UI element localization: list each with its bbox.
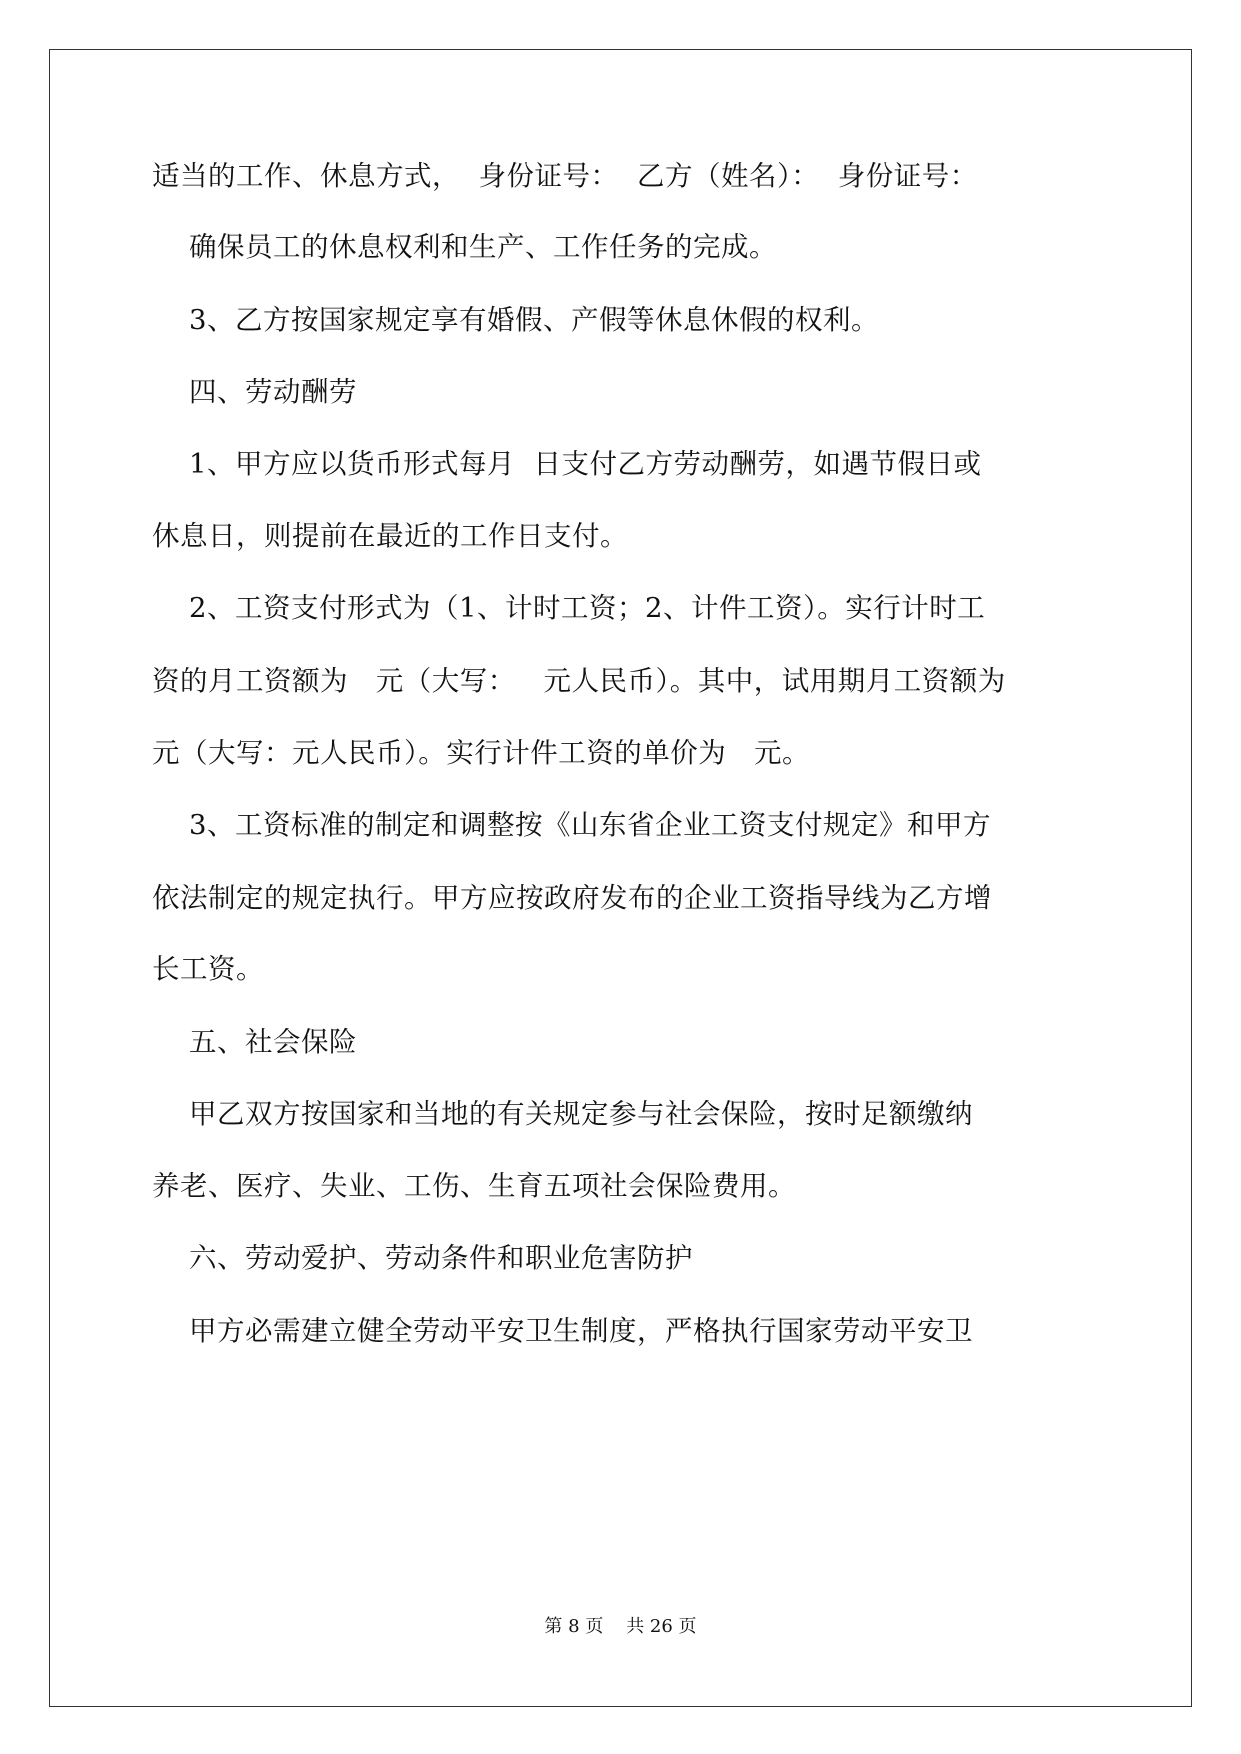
text-line: 元（大写：元人民币）。实行计件工资的单价为 元。 [152,737,810,769]
text-line: 1、甲方应以货币形式每月 日支付乙方劳动酬劳，如遇节假日或 [152,448,982,480]
section-heading: 五、社会保险 [152,1026,357,1058]
text-line: 2、工资支付形式为（1、计时工资；2、计件工资）。实行计时工 [152,592,986,624]
text-line: 依法制定的规定执行。甲方应按政府发布的企业工资指导线为乙方增 [152,882,992,914]
text-line: 适当的工作、休息方式， 身份证号： 乙方（姓名）： 身份证号： [152,160,978,192]
text-line: 甲乙双方按国家和当地的有关规定参与社会保险，按时足额缴纳 [152,1098,973,1130]
text-line: 3、乙方按国家规定享有婚假、产假等休息休假的权利。 [152,304,879,336]
section-heading: 六、劳动爱护、劳动条件和职业危害防护 [152,1242,693,1274]
text-line: 养老、医疗、失业、工伤、生育五项社会保险费用。 [152,1170,796,1202]
text-line: 确保员工的休息权利和生产、工作任务的完成。 [152,231,777,263]
text-line: 资的月工资额为 元（大写： 元人民币）。其中，试用期月工资额为 [152,665,1006,697]
text-line: 休息日，则提前在最近的工作日支付。 [152,520,628,552]
text-line: 3、工资标准的制定和调整按《山东省企业工资支付规定》和甲方 [152,809,991,841]
page-number-footer: 第 8 页 共 26 页 [544,1616,697,1637]
text-line: 长工资。 [152,953,264,985]
page-border [49,49,1192,1707]
section-heading: 四、劳动酬劳 [152,376,357,408]
text-line: 甲方必需建立健全劳动平安卫生制度，严格执行国家劳动平安卫 [152,1315,973,1347]
